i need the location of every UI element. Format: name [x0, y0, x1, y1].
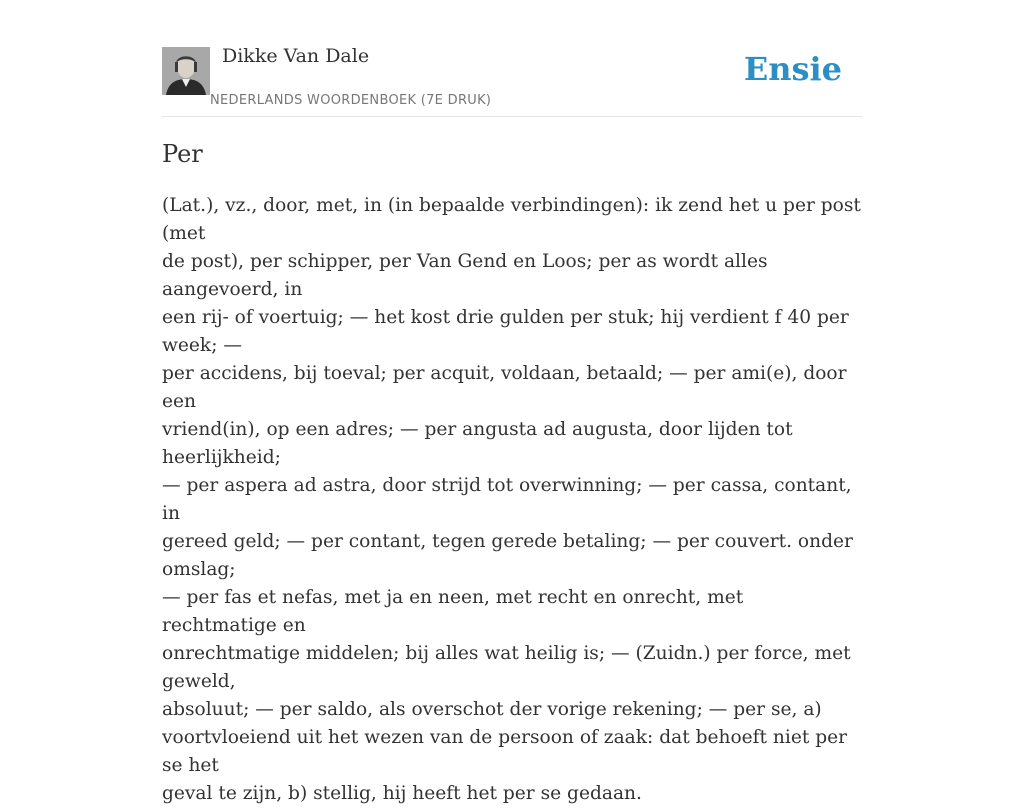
definition-line: per accidens, bij toeval; per acquit, voldaan, betaald; — per ami(e), door een [162, 363, 847, 412]
definition-line: — per fas et nefas, met ja en neen, met recht en onrecht, met rechtmatige en [162, 587, 744, 636]
entry-word: Per [162, 140, 203, 168]
entry-definition [162, 192, 862, 808]
header [162, 0, 862, 117]
definition-line: geval te zijn, b) stellig, hij heeft het per se gedaan. [162, 783, 642, 804]
brand-logo[interactable]: Ensie [743, 50, 842, 88]
definition-line: (Lat.), vz., door, met, in (in bepaalde verbindingen): ik zend het u per post (met [162, 195, 861, 244]
definition-line: de post), per schipper, per Van Gend en Loos; per as wordt alles aangevoerd, in [162, 251, 768, 300]
definition-line: voortvloeiend uit het wezen van de persoon of zaak: dat behoeft niet per se het [162, 727, 848, 776]
definition-line: een rij- of voertuig; — het kost drie gulden per stuk; hij verdient f 40 per week; — [162, 307, 849, 356]
portrait-icon [162, 47, 210, 95]
definition-line: absoluut; — per saldo, als overschot der vorige rekening; — per se, a) [162, 699, 822, 720]
definition-line: — per aspera ad astra, door strijd tot overwinning; — per cassa, contant, in [162, 475, 852, 524]
source-title[interactable]: Dikke Van Dale [222, 45, 370, 67]
definition-line: gereed geld; — per contant, tegen gerede betaling; — per couvert. onder omslag; [162, 531, 853, 580]
definition-line: onrechtmatige middelen; bij alles wat heilig is; — (Zuidn.) per force, met geweld, [162, 643, 851, 692]
source-subtitle: NEDERLANDS WOORDENBOEK (7E DRUK) [210, 93, 492, 108]
source-avatar[interactable] [162, 47, 210, 95]
definition-line: vriend(in), op een adres; — per angusta ad augusta, door lijden tot heerlijkheid; [162, 419, 793, 468]
